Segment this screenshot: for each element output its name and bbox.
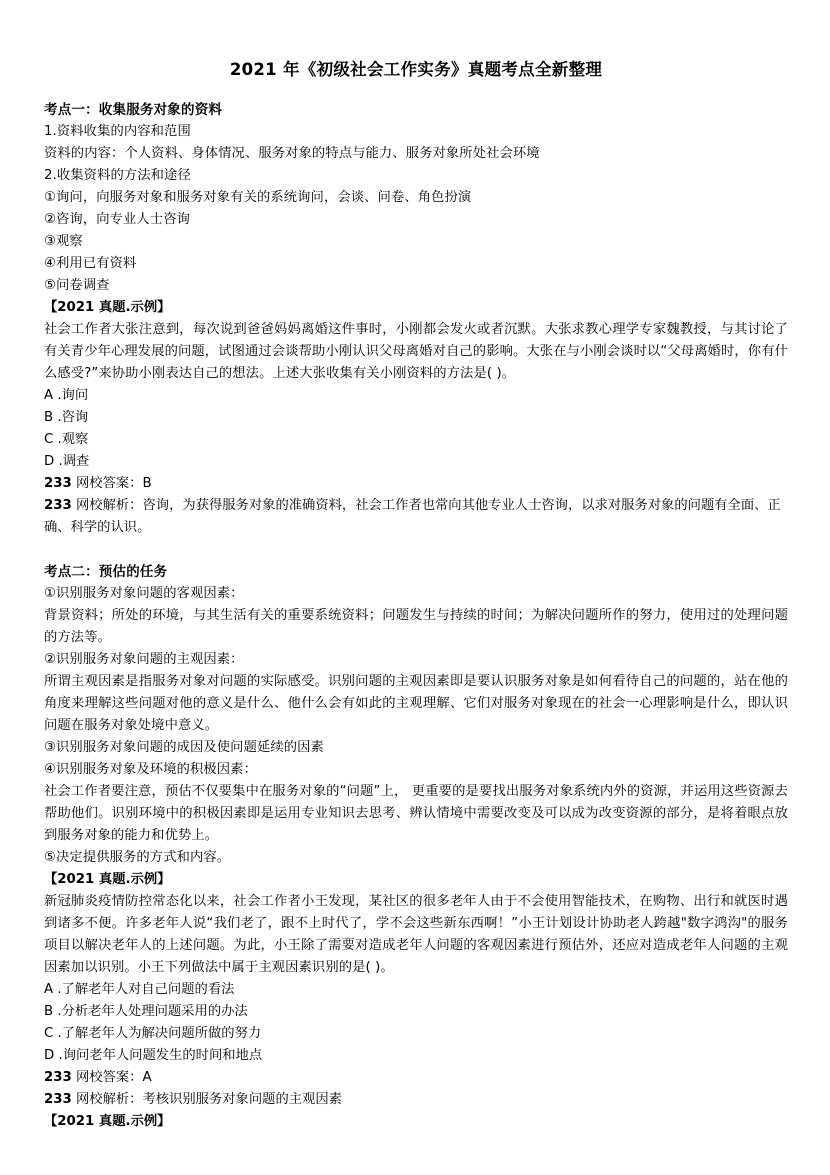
section-line: 1.资料收集的内容和范围 (44, 123, 191, 139)
answer-source-tag: 233 (44, 475, 72, 491)
answer-value: B (142, 475, 152, 491)
exam-option[interactable]: B .分析老年人处理问题采用的办法 (44, 1003, 248, 1019)
section-heading: 考点二：预估的任务 (44, 563, 168, 580)
exam-example-label-text: 【2021 真题.示例】 (44, 871, 171, 887)
section-line: ①识别服务对象问题的客观因素： (44, 585, 244, 601)
exam-option[interactable]: D .询问老年人问题发生的时间和地点 (44, 1047, 263, 1063)
exam-analysis-line (44, 1089, 788, 1111)
analysis-source-tag: 233 (44, 1091, 72, 1107)
answer-source-tag: 233 (44, 1069, 72, 1085)
document-body (44, 58, 788, 1133)
section-line: 2.收集资料的方法和途径 (44, 167, 191, 183)
answer-value: A (142, 1069, 152, 1085)
exam-example-label (44, 869, 788, 891)
exam-question-stem: 社会工作者大张注意到，每次说到爸爸妈妈离婚这件事时，小刚都会发火或者沉默。大张求教心理学专家魏教授，与其讨论了有关青少年心理发展的问题，试图通过会谈帮助小刚认识父母离婚对自己的影响。大张在与小刚会谈时以“父母离婚时，你有什么感受?”来协助小刚表达自己的想法。上述大张收集有关小刚资料的方法是( )。 (44, 321, 788, 381)
exam-option[interactable]: B .咨询 (44, 409, 89, 425)
analysis-label: 网校解析： (76, 497, 143, 513)
exam-option[interactable]: D .调查 (44, 453, 90, 469)
section-heading: 考点一：收集服务对象的资料 (44, 101, 223, 118)
section-line: 所谓主观因素是指服务对象对问题的实际感受。识别问题的主观因素即是要认识服务对象是如何看待自己的问题的，站在他的角度来理解这些问题对他的意义是什么、他什么会有如此的主观理解、它们对服务对象现在的社会一心理影响是什么，即认识问题在服务对象处境中意义。 (44, 673, 788, 733)
exam-option[interactable]: A .了解老年人对自己问题的看法 (44, 981, 235, 997)
exam-example-label (44, 297, 788, 319)
section-kaodian-2 (44, 561, 788, 1133)
section-line: ②咨询，向专业人士咨询 (44, 211, 190, 227)
section-line: 社会工作者要注意，预估不仅要集中在服务对象的“问题”上， 更重要的是要找出服务对象系统内外的资源，并运用这些资源去帮助他们。识别环境中的积极因素即是运用专业知识去思考、辨认情境中需要改变及可以成为改变资源的部分，是将着眼点放到服务对象的能力和优势上。 (44, 783, 788, 843)
exam-option[interactable]: C .观察 (44, 431, 89, 447)
page-title: 2021 年《初级社会工作实务》真题考点全新整理 (229, 60, 603, 79)
trailing-exam-example-label (44, 1111, 788, 1133)
section-line: ③识别服务对象问题的成因及使问题延续的因素 (44, 739, 324, 755)
exam-option[interactable]: C .了解老年人为解决问题所做的努力 (44, 1025, 262, 1041)
section-line: ①询问，向服务对象和服务对象有关的系统询问，会谈、问卷、角色扮演 (44, 189, 472, 205)
exam-answer-line (44, 1067, 788, 1089)
analysis-text: 咨询，为获得服务对象的准确资料，社会工作者也常向其他专业人士咨询，以求对服务对象的问题有全面、正确、科学的认识。 (44, 497, 781, 535)
trailing-exam-example-label-text: 【2021 真题.示例】 (44, 1113, 171, 1129)
exam-option[interactable]: A .询问 (44, 387, 89, 403)
section-line: ③观察 (44, 233, 83, 249)
section-line: 资料的内容：个人资料、身体情况、服务对象的特点与能力、服务对象所处社会环境 (44, 145, 540, 161)
section-kaodian-1 (44, 99, 788, 539)
analysis-label: 网校解析： (76, 1091, 143, 1107)
answer-label: 网校答案： (76, 475, 143, 491)
section-line: ④利用已有资料 (44, 255, 137, 271)
section-line: ④识别服务对象及环境的积极因素： (44, 761, 257, 777)
exam-example-label-text: 【2021 真题.示例】 (44, 299, 171, 315)
exam-analysis-line (44, 495, 788, 539)
section-line: 背景资料；所处的环境，与其生活有关的重要系统资料；问题发生与持续的时间；为解决问题所作的努力，使用过的处理问题的方法等。 (44, 607, 788, 645)
exam-question-stem: 新冠肺炎疫情防控常态化以来，社会工作者小王发现，某社区的很多老年人由于不会使用智能技术，在购物、出行和就医时遇到诸多不便。许多老年人说“我们老了，跟不上时代了，学不会这些新东西啊！”小王计划设计协助老人跨越"数字鸿沟"的服务项目以解决老年人的上述问题。为此，小王除了需要对造成老年人问题的客观因素进行预估外，还应对造成老年人问题的主观因素加以识别。小王下列做法中属于主观因素识别的是( )。 (44, 893, 788, 975)
section-line: ②识别服务对象问题的主观因素： (44, 651, 244, 667)
section-line: ⑤问卷调查 (44, 277, 110, 293)
exam-answer-line (44, 473, 788, 495)
section-line: ⑤决定提供服务的方式和内容。 (44, 849, 231, 865)
answer-label: 网校答案： (76, 1069, 143, 1085)
analysis-source-tag: 233 (44, 497, 72, 513)
analysis-text: 考核识别服务对象问题的主观因素 (142, 1091, 342, 1107)
